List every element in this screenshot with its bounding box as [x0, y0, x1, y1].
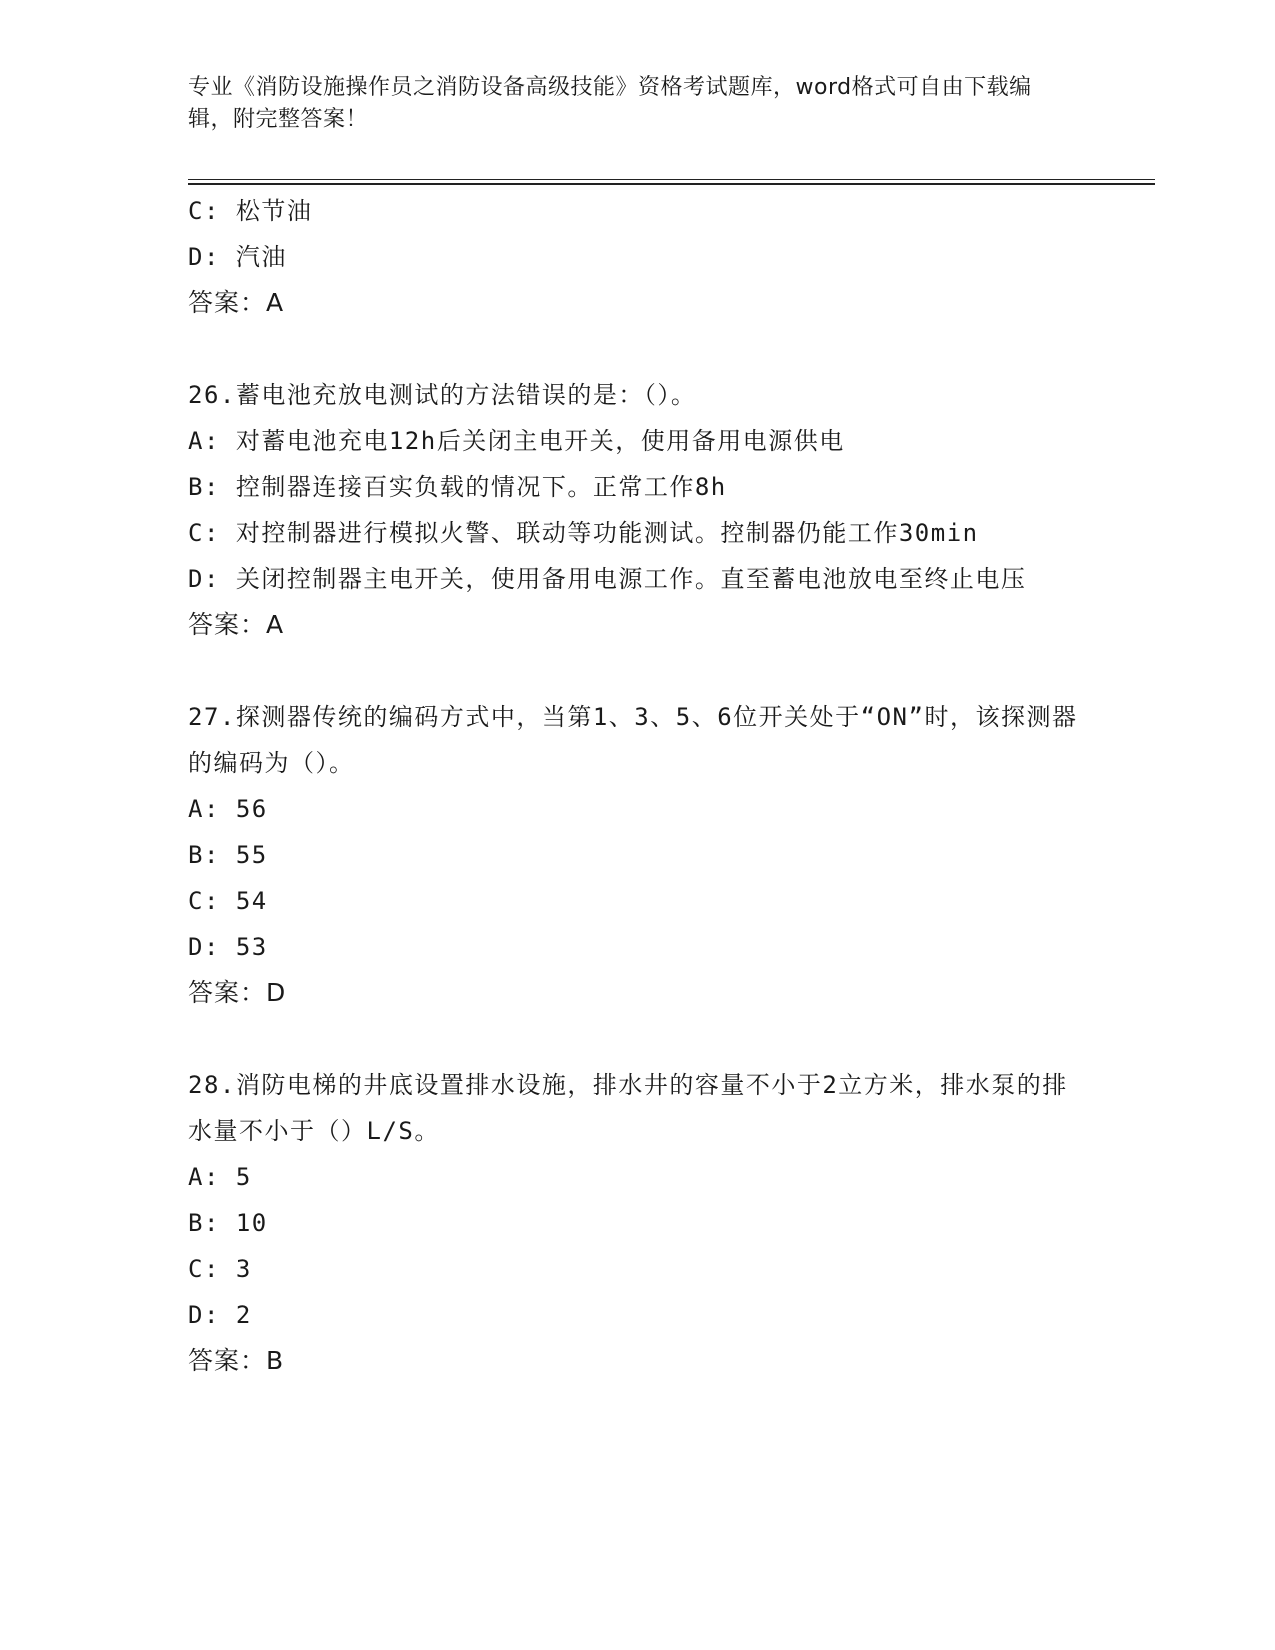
option-c: C: 对控制器进行模拟火警、联动等功能测试。控制器仍能工作30min [188, 519, 979, 547]
document-header: 专业《消防设施操作员之消防设备高级技能》资格考试题库，word格式可自由下载编辑，附完整答案！ [188, 75, 1032, 132]
question-28 [188, 1062, 1088, 1384]
option-a: A: 56 [188, 795, 268, 823]
question-26 [188, 372, 1088, 648]
question-stem: 28.消防电梯的井底设置排水设施，排水井的容量不小于2立方米，排水泵的排水量不小于（）L/S。 [188, 1071, 1068, 1145]
header-divider-thick [188, 183, 1155, 185]
question-stem: 27.探测器传统的编码方式中，当第1、3、5、6位开关处于“ON”时，该探测器的编码为（）。 [188, 703, 1078, 777]
option-a: A: 对蓄电池充电12h后关闭主电开关，使用备用电源供电 [188, 427, 845, 455]
option-b: B: 55 [188, 841, 268, 869]
option-a: A: 5 [188, 1163, 252, 1191]
header-divider-thin [188, 179, 1155, 180]
option-b: B: 控制器连接百实负载的情况下。正常工作8h [188, 473, 727, 501]
question-list [188, 188, 1088, 1384]
continued-question [188, 188, 1088, 326]
option-c: C: 3 [188, 1255, 252, 1283]
question-stem: 26.蓄电池充放电测试的方法错误的是：（）。 [188, 381, 697, 409]
answer-line: 答案：B [188, 1346, 285, 1375]
option-c: C: 松节油 [188, 197, 313, 225]
option-d: D: 53 [188, 933, 268, 961]
option-d: D: 关闭控制器主电开关，使用备用电源工作。直至蓄电池放电至终止电压 [188, 565, 1027, 593]
answer-line: 答案：A [188, 288, 285, 317]
answer-line: 答案：A [188, 610, 285, 639]
option-c: C: 54 [188, 887, 268, 915]
question-27 [188, 694, 1088, 1016]
option-d: D: 汽油 [188, 243, 287, 271]
answer-line: 答案：D [188, 978, 287, 1007]
option-d: D: 2 [188, 1301, 252, 1329]
option-b: B: 10 [188, 1209, 268, 1237]
